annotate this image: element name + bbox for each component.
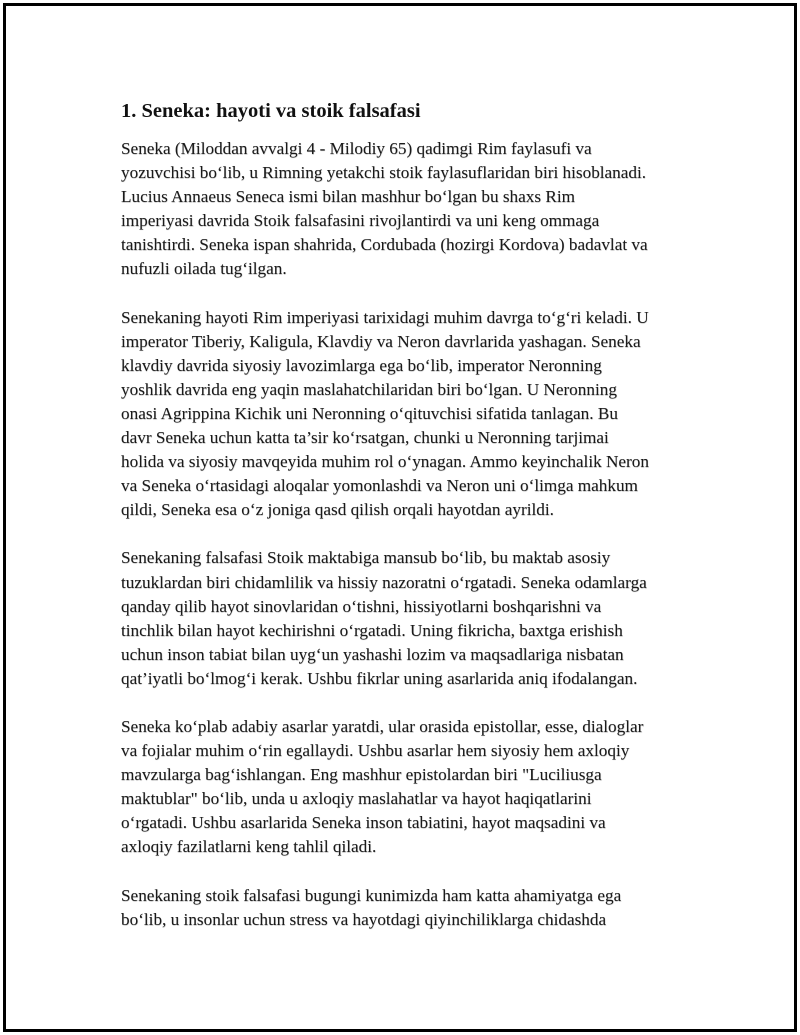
document-body	[121, 98, 701, 956]
paragraph-5: Senekaning stoik falsafasi bugungi kunimizda ham katta ahamiyatga ega bo‘lib, u insonlar uchun stress va hayotdagi qiyinchiliklarga chidashda	[121, 885, 622, 929]
paragraph-4: Seneka ko‘plab adabiy asarlar yaratdi, ular orasida epistollar, esse, dialoglar va fojialar muhim o‘rin egallaydi. Ushbu asarlar hem siyosiy hem axloqiy mavzularga bag‘ishlangan. Eng mashhur epistolardan biri "Luciliusga maktublar" bo‘lib, unda u axloqiy maslahatlar va hayot haqiqatlarini o‘rgatadi. Ushbu asarlarida Seneka inson tabiatini, hayot maqsadini va axloqiy fazilatlarni keng tahlil qiladi.	[121, 716, 644, 857]
page-frame	[3, 3, 797, 1032]
paragraph-3: Senekaning falsafasi Stoik maktabiga mansub bo‘lib, bu maktab asosiy tuzuklardan biri chidamlilik va hissiy nazoratni o‘rgatadi. Seneka odamlarga qanday qilib hayot sinovlaridan o‘tishni, hissiyotlarni boshqarishni va tinchlik bilan hayot kechirishni o‘rgatadi. Uning fikricha, baxtga erishish uchun inson tabiat bilan uyg‘un yashashi lozim va maqsadlariga nisbatan qat’iyatli bo‘lmog‘i kerak. Ushbu fikrlar uning asarlarida aniq ifodalangan.	[121, 548, 647, 688]
paragraph-1: Seneka (Miloddan avvalgi 4 - Milodiy 65) qadimgi Rim faylasufi va yozuvchisi bo‘lib, u Rimning yetakchi stoik faylasuflaridan biri hisoblanadi. Lucius Annaeus Seneca ismi bilan mashhur bo‘lgan bu shaxs Rim imperiyasi davrida Stoik falsafasini rivojlantirdi va uni keng ommaga tanishtirdi. Seneka ispan shahrida, Cordubada (hozirgi Kordova) badavlat va nufuzli oilada tug‘ilgan.	[121, 139, 648, 279]
paragraph-2: Senekaning hayoti Rim imperiyasi tarixidagi muhim davrga to‘g‘ri keladi. U imperator Tiberiy, Kaligula, Klavdiy va Neron davrlarida yashagan. Seneka klavdiy davrida siyosiy lavozimlarga ega bo‘lib, imperator Neronning yoshlik davrida eng yaqin maslahatchilaridan biri bo‘lgan. U Neronning onasi Agrippina Kichik uni Neronning o‘qituvchisi sifatida tanlagan. Bu davr Seneka uchun katta ta’sir ko‘rsatgan, chunki u Neronning tarjimai holida va siyosiy mavqeyida muhim rol o‘ynagan. Ammo keyinchalik Neron va Seneka o‘rtasidagi aloqalar yomonlashdi va Neron uni o‘limga mahkum qildi, Seneka esa o‘z joniga qasd qilish orqali hayotdan ayrildi.	[121, 307, 649, 520]
document-title: 1. Seneka: hayoti va stoik falsafasi	[121, 100, 421, 122]
